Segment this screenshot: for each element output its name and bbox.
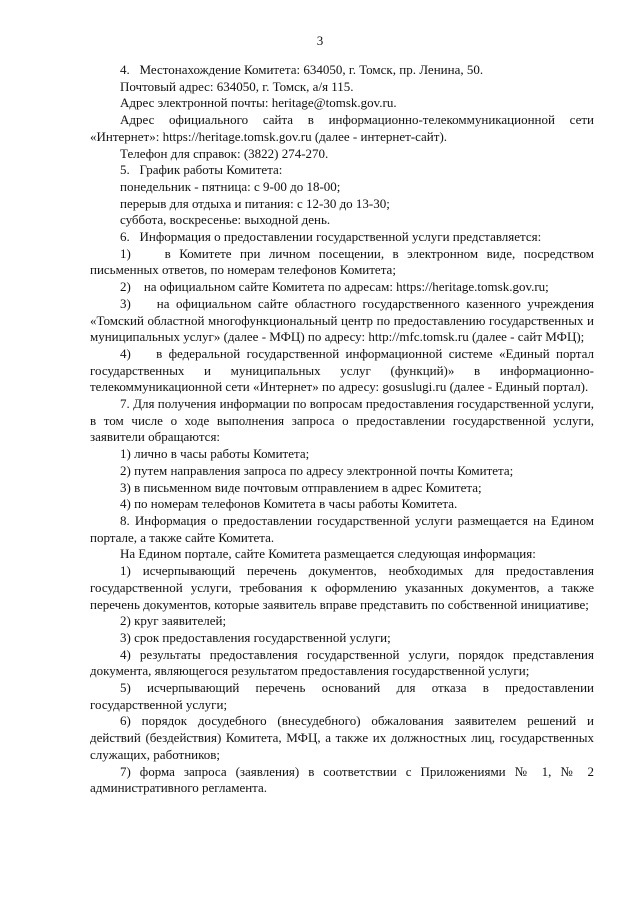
paragraph: 5) исчерпывающий перечень оснований для отказа в предоставлении государственной услуги;: [90, 680, 594, 712]
page-number: 3: [316, 33, 324, 48]
paragraph: Почтовый адрес: 634050, г. Томск, а/я 115.: [120, 78, 354, 94]
paragraph: 1) исчерпывающий перечень документов, необходимых для предоставления государственной услуги, требования к оформлению указанных документов, а также перечень документов, которые заявитель вправе представить по собственной инициативе;: [90, 563, 594, 612]
paragraph: 3) в письменном виде почтовым отправлением в адрес Комитета;: [120, 479, 482, 495]
paragraph: 3) на официальном сайте областного государственного казенного учреждения «Томский областной многофункциональный центр по предоставлению государственных и муниципальных услуг» (далее - МФЦ) по адресу: http://mfc.tomsk.ru (далее - сайт МФЦ);: [90, 295, 594, 345]
paragraph: 4) результаты предоставления государственной услуги, порядок представления документа, являющегося результатом предоставления государственной услуги;: [90, 646, 594, 679]
paragraph: 3) срок предоставления государственной услуги;: [120, 629, 391, 645]
paragraph: 4. Местонахождение Комитета: 634050, г. Томск, пр. Ленина, 50.: [120, 62, 484, 77]
paragraph: 2) круг заявителей;: [120, 613, 227, 629]
paragraph: понедельник - пятница: с 9-00 до 18-00;: [120, 178, 341, 194]
paragraph: Телефон для справок: (3822) 274-270.: [120, 145, 329, 161]
paragraph: 2) путем направления запроса по адресу электронной почты Комитета;: [120, 462, 514, 478]
paragraph: 7) форма запроса (заявления) в соответствии с Приложениями № 1, № 2 административного регламента.: [90, 763, 594, 796]
paragraph: суббота, воскресенье: выходной день.: [120, 212, 331, 228]
paragraph: 6) порядок досудебного (внесудебного) обжалования заявителем решений и действий (бездействия) Комитета, МФЦ, а также их должностных лиц, государственных служащих, работников;: [90, 713, 594, 762]
paragraph: 4) в федеральной государственной информационной системе «Единый портал государственных и муниципальных услуг (функций)» в информационно-телекоммуникационной сети «Интернет» по адресу: gosuslugi.ru (далее - Единый портал).: [90, 345, 594, 395]
paragraph: 8. Информация о предоставлении государственной услуги размещается на Едином портале, а также сайте Комитета.: [90, 512, 594, 545]
paragraph: 6. Информация о предоставлении государственной услуги представляется:: [120, 229, 542, 245]
document-body: [90, 62, 594, 797]
paragraph: Адрес официального сайта в информационно-телекоммуникационной сети «Интернет»: https://heritage.tomsk.gov.ru (далее - интернет-сайт).: [90, 112, 594, 144]
paragraph: 1) лично в часы работы Комитета;: [120, 446, 310, 462]
paragraph: 2) на официальном сайте Комитета по адресам: https://heritage.tomsk.gov.ru;: [120, 279, 549, 295]
paragraph: 4) по номерам телефонов Комитета в часы работы Комитета.: [120, 496, 458, 512]
paragraph: 1) в Комитете при личном посещении, в электронном виде, посредством письменных ответов, по номерам телефонов Комитета;: [90, 245, 594, 278]
paragraph: перерыв для отдыха и питания: с 12-30 до 13-30;: [120, 195, 390, 211]
paragraph: 7. Для получения информации по вопросам предоставления государственной услуги, в том числе о ходе выполнения запроса о предоставлении государственной услуги, заявители обращаются:: [90, 396, 594, 445]
paragraph: На Едином портале, сайте Комитета размещается следующая информация:: [120, 546, 536, 562]
paragraph: Адрес электронной почты: heritage@tomsk.gov.ru.: [120, 95, 397, 111]
paragraph: 5. График работы Комитета:: [120, 162, 283, 178]
